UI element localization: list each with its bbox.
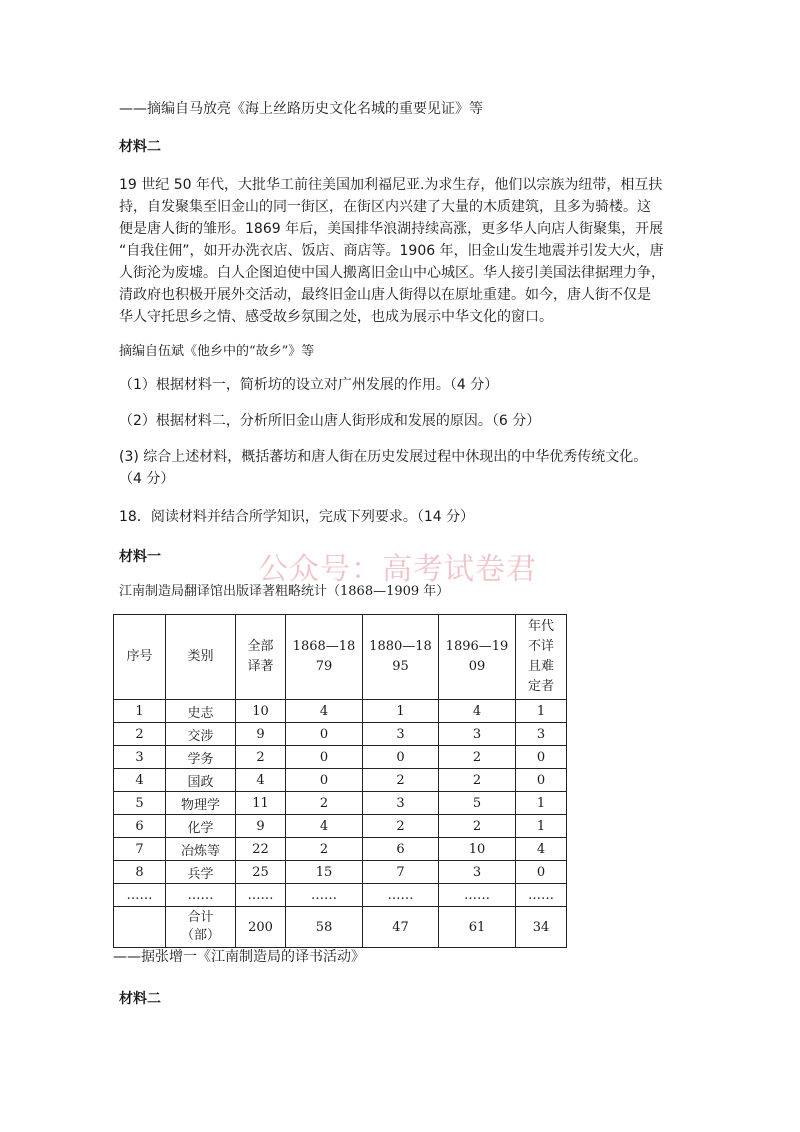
table-cell: 7 [363,861,439,884]
table-cell: 史志 [166,700,236,723]
table-cell: 3 [439,723,516,746]
header-total-works: 全部 译著 [236,615,286,700]
table-cell: 10 [439,838,516,861]
table-cell: 5 [114,792,166,815]
table-cell: 8 [114,861,166,884]
table-cell: 3 [363,723,439,746]
header-1896-1909: 1896—19 09 [439,615,516,700]
table-cell: 3 [516,723,567,746]
table-cell: 7 [114,838,166,861]
table-cell: …… [236,884,286,907]
table-cell: …… [439,884,516,907]
table-cell: 1 [363,700,439,723]
heading-material-1: 材料一 [119,549,161,565]
table-cell: 交涉 [166,723,236,746]
table-cell: 1 [516,700,567,723]
table-cell: 10 [236,700,286,723]
heading-material-2: 材料二 [119,139,161,155]
table-cell: 6 [363,838,439,861]
header-category: 类别 [166,615,236,700]
question-18: 18．阅读材料并结合所学知识，完成下列要求。（14 分） [119,509,475,525]
table-row [114,723,567,746]
total-value: 34 [516,907,567,948]
table-cell: 9 [236,723,286,746]
table-cell: 1 [516,815,567,838]
table-cell: 3 [363,792,439,815]
table-cell: 4 [516,838,567,861]
table-cell: 15 [286,861,363,884]
table-cell: 冶炼等 [166,838,236,861]
table-cell: 0 [516,861,567,884]
total-value: 47 [363,907,439,948]
table-cell: 0 [286,723,363,746]
table-cell: 2 [439,815,516,838]
table-cell: 3 [439,861,516,884]
question-1: （1）根据材料一，简析坊的设立对广州发展的作用。（4 分） [119,377,499,393]
total-value: 200 [236,907,286,948]
table-row-ellipsis [114,884,567,907]
table-cell: 兵学 [166,861,236,884]
table-cell: 25 [236,861,286,884]
paragraph-line: 华人守托思乡之情、感受故乡氛围之处，也成为展示中华文化的窗口。 [119,309,553,325]
table-cell: 4 [286,700,363,723]
total-label: 合计 （部） [166,907,236,948]
paragraph-line: 便是唐人街的雏形。1869 年后，美国排华浪湖持续高涨，更多华人向店人街聚集，开展 [119,221,664,237]
table-cell: …… [286,884,363,907]
table-cell: 4 [439,700,516,723]
table-cell: 化学 [166,815,236,838]
table-cell: 2 [286,838,363,861]
table-cell: 2 [363,815,439,838]
table-caption: 江南制造局翻译馆出版译著粗略统计（1868—1909 年） [119,584,450,599]
table-cell: …… [114,884,166,907]
table-cell: 9 [236,815,286,838]
table-row [114,815,567,838]
table-row [114,769,567,792]
paragraph-line: “自我住佣”，如开办洗衣店、饭店、商店等。1906 年，旧金山发生地震并引发大火，唐 [119,243,664,259]
table-cell: 学务 [166,746,236,769]
table-cell [114,907,166,948]
table-cell: 2 [363,769,439,792]
header-undated: 年代 不详 且难 定者 [516,615,567,700]
table-cell: 4 [286,815,363,838]
table-cell: …… [516,884,567,907]
table-row [114,792,567,815]
table-cell: 1 [114,700,166,723]
table-cell: …… [363,884,439,907]
table-total-row [114,907,567,948]
table-cell: 4 [236,769,286,792]
table-cell: 0 [516,769,567,792]
table-cell: 2 [439,769,516,792]
table-header-row [114,615,567,700]
paragraph-line: 人街沦为废墟。白人企图迫使中国人搬离旧金山中心城区。华人接引美国法律据理力争， [119,265,665,281]
question-3-score: （4 分） [119,471,175,487]
table-cell: 22 [236,838,286,861]
table-cell: 0 [286,746,363,769]
table-row [114,838,567,861]
question-2: （2）根据材料二，分析所旧金山唐人街形成和发展的原因。（6 分） [119,413,541,429]
table-cell: 0 [286,769,363,792]
table-row [114,861,567,884]
table-cell: 4 [114,769,166,792]
table-cell: 0 [516,746,567,769]
question-3: (3) 综合上述材料，概括蕃坊和唐人街在历史发展过程中休现出的中华优秀传统文化。 [119,449,648,465]
watermark: 公众号：高考试卷君 [258,552,537,587]
header-index: 序号 [114,615,166,700]
header-1880-1895: 1880—18 95 [363,615,439,700]
header-1868-1879: 1868—18 79 [286,615,363,700]
paragraph-line: 清政府也积极开展外交活动，最终旧金山唐人街得以在原址重建。如今，唐人街不仅是 [119,287,651,303]
table-row [114,746,567,769]
paragraph-line: 持，自发聚集至旧金山的同一街区，在街区内兴建了大量的木质建筑，且多为骑楼。这 [119,199,651,215]
table-cell: 国政 [166,769,236,792]
heading-material-2-bottom: 材料二 [119,991,161,1007]
table-source: ——据张增一《江南制造局的译书活动》 [113,949,365,965]
total-value: 58 [286,907,363,948]
table-cell: 2 [114,723,166,746]
source-citation-top: ——摘编自马放亮《海上丝路历史文化名城的重要见证》等 [119,101,483,117]
paragraph-line: 19 世纪 50 年代，大批华工前往美国加利福尼亚.为求生存，他们以宗族为纽带，相互扶 [119,177,663,193]
table-cell: 1 [516,792,567,815]
table-cell: 2 [236,746,286,769]
total-value: 61 [439,907,516,948]
table-cell: 5 [439,792,516,815]
table-cell: 11 [236,792,286,815]
table-row [114,700,567,723]
table-cell: 2 [286,792,363,815]
table-cell: 3 [114,746,166,769]
table-cell: 2 [439,746,516,769]
table-cell: 0 [363,746,439,769]
source-citation-mid: 摘编自伍斌《他乡中的“故乡”》等 [119,344,315,359]
table-cell: 6 [114,815,166,838]
translation-statistics-table [113,614,567,948]
table-cell: 物理学 [166,792,236,815]
table-cell: …… [166,884,236,907]
